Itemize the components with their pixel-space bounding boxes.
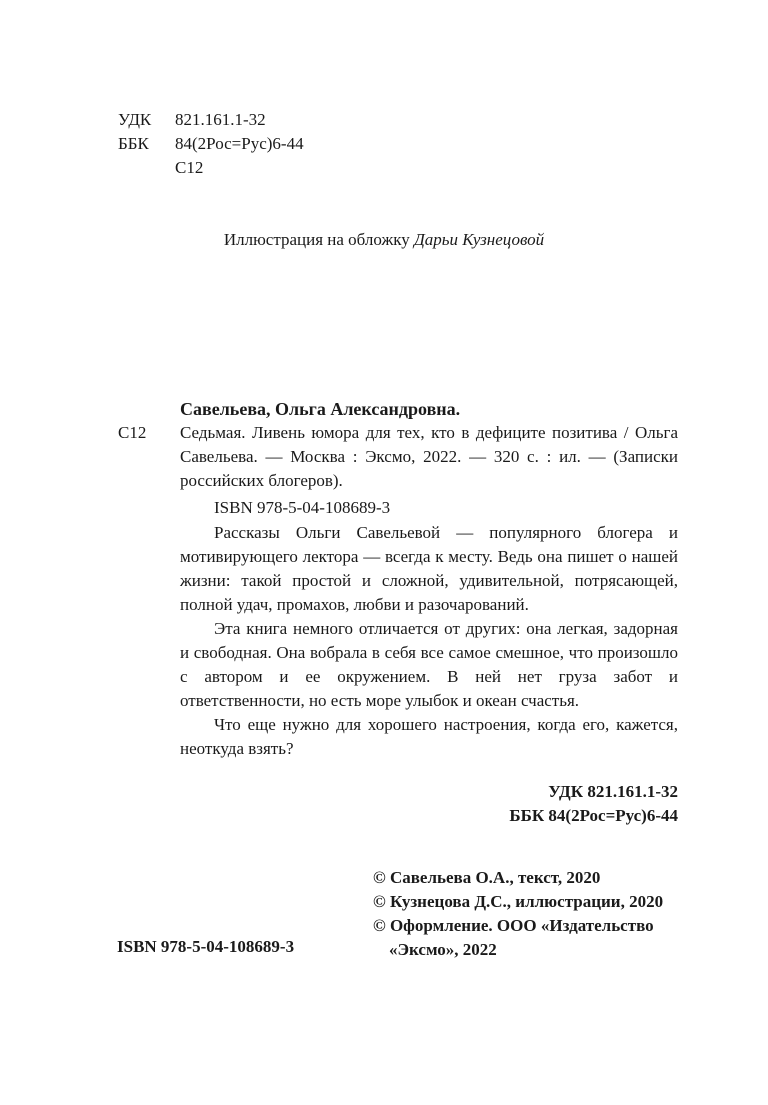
bibliographic-description: Седьмая. Ливень юмора для тех, кто в дефиците позитива / Ольга Савельева. — Москва : Эксмо, 2022. — 320 с. : ил. — (Записки российских блогеров). <box>180 423 678 490</box>
author-heading: Савельева, Ольга Александровна. <box>180 399 461 419</box>
illustration-artist: Дарьи Кузнецовой <box>413 230 545 249</box>
author-mark: С12 <box>175 158 204 177</box>
copyright-block <box>373 866 663 962</box>
udk-value: 821.161.1-32 <box>175 110 266 129</box>
footer-bbk: ББК 84(2Рос=Рус)6-44 <box>509 806 678 825</box>
copyright-line: © Оформление. ООО «Издательство <box>373 916 654 935</box>
bbk-value: 84(2Рос=Рус)6-44 <box>175 134 304 153</box>
annotation-paragraph: Рассказы Ольги Савельевой — популярного блогера и мотивирующего лектора — всегда к месту. Ведь она пишет о нашей жизни: такой простой и сложной, удивительной, потрясающей, полной удач, промахов, любви и разочарований. <box>180 523 678 614</box>
record-cipher: С12 <box>118 423 147 442</box>
annotation <box>180 521 678 761</box>
illustration-prefix: Иллюстрация на обложку <box>223 230 410 249</box>
annotation-paragraph: Что еще нужно для хорошего настроения, когда его, кажется, неоткуда взять? <box>180 715 678 758</box>
footer-classification <box>509 780 678 828</box>
illustration-credit <box>0 228 768 252</box>
record-isbn: ISBN 978-5-04-108689-3 <box>214 498 391 517</box>
copyright-line: © Савельева О.А., текст, 2020 <box>373 868 601 887</box>
annotation-paragraph: Эта книга немного отличается от других: она легкая, задорная и свободная. Она вобрала в себя все самое смешное, что произошло с автором и ее окружением. В ней нет груза забот и ответственности, но есть море улыбок и океан счастья. <box>180 619 678 710</box>
bbk-label: ББК <box>118 134 149 153</box>
isbn-footer: ISBN 978-5-04-108689-3 <box>117 937 295 956</box>
udk-label: УДК <box>118 110 152 129</box>
copyright-line: © Кузнецова Д.С., иллюстрации, 2020 <box>373 892 664 911</box>
copyright-line: «Эксмо», 2022 <box>389 940 497 959</box>
footer-udk: УДК 821.161.1-32 <box>548 782 678 801</box>
